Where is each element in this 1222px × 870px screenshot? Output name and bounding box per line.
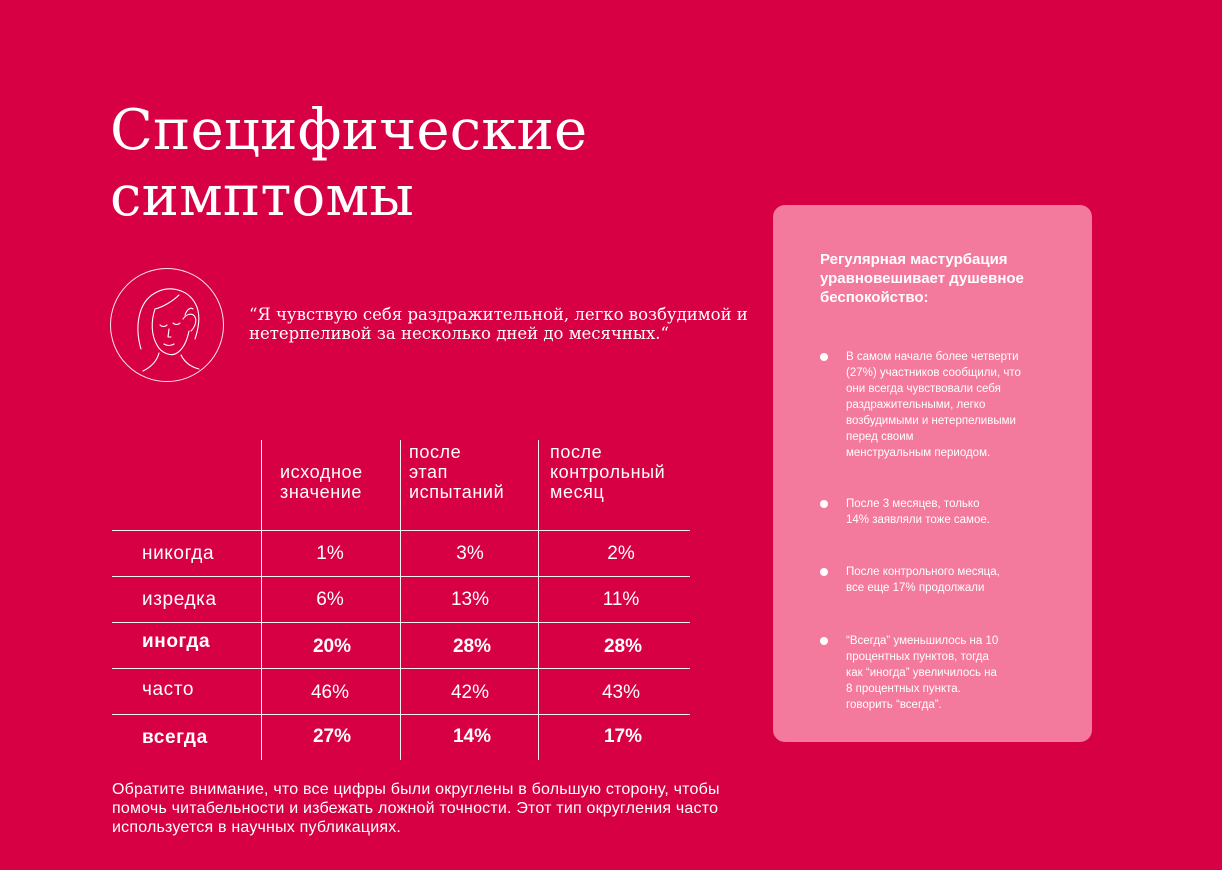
bullet-text: В самом начале более четверти (27%) участников сообщили, что они всегда чувствовали себя раздражительными, легко возбудимыми и нетерпеливыми перед своим менструальным периодом. bbox=[846, 351, 1021, 459]
table-row bbox=[112, 576, 690, 622]
bullet-text: После 3 месяцев, только 14% заявляли тоже самое. bbox=[846, 498, 990, 526]
page-title-line-1: Специфические bbox=[110, 98, 588, 163]
table-row bbox=[112, 622, 690, 668]
column-header: после контрольный месяц bbox=[550, 442, 666, 502]
table-cell: 43% bbox=[601, 682, 641, 703]
row-label: часто bbox=[142, 679, 195, 700]
table-cell: 1% bbox=[316, 543, 344, 564]
table-cell: 13% bbox=[450, 589, 490, 610]
row-label: всегда bbox=[142, 727, 208, 748]
stats-table bbox=[112, 440, 690, 760]
bullet-icon bbox=[820, 568, 828, 576]
table-cell: 28% bbox=[452, 636, 492, 657]
table-cell: 28% bbox=[603, 636, 643, 657]
bullet-text: “Всегда” уменьшилось на 10 процентных пунктов, тогда как “иногда” увеличилось на 8 процентных пункта. говорить “всегда”. bbox=[846, 635, 999, 711]
bullet-icon bbox=[820, 353, 828, 361]
column-header: исходное значение bbox=[280, 462, 363, 502]
table-cell: 27% bbox=[312, 726, 352, 747]
bullet-text: После контрольного месяца, все еще 17% продолжали bbox=[846, 566, 1000, 594]
table-row bbox=[112, 668, 690, 714]
woman-face-icon bbox=[110, 268, 224, 382]
table-header bbox=[112, 440, 690, 530]
footnote: Обратите внимание, что все цифры были округлены в большую сторону, чтобы помочь читабельности и избежать ложной точности. Этот тип округления часто используется в научных публикациях. bbox=[112, 781, 720, 836]
table-cell: 20% bbox=[312, 636, 352, 657]
table-cell: 3% bbox=[456, 543, 484, 564]
table-cell: 46% bbox=[310, 682, 350, 703]
bullet-icon bbox=[820, 637, 828, 645]
quote-text: “Я чувствую себя раздражительной, легко возбудимой и нетерпеливой за несколько дней до месячных.“ bbox=[249, 305, 748, 343]
row-label: иногда bbox=[142, 631, 211, 652]
card-heading: Регулярная мастурбация уравновешивает душевное беспокойство: bbox=[820, 251, 1024, 306]
page-title-line-2: симптомы bbox=[110, 164, 414, 229]
table-row bbox=[112, 530, 690, 576]
table-cell: 42% bbox=[450, 682, 490, 703]
info-card bbox=[773, 205, 1092, 742]
table-cell: 6% bbox=[316, 589, 344, 610]
table-cell: 2% bbox=[607, 543, 635, 564]
bullet-icon bbox=[820, 500, 828, 508]
column-header: после этап испытаний bbox=[409, 442, 505, 502]
row-label: изредка bbox=[142, 589, 217, 610]
table-cell: 14% bbox=[452, 726, 492, 747]
table-cell: 11% bbox=[602, 589, 640, 610]
page-title bbox=[110, 98, 710, 230]
table-row bbox=[112, 714, 690, 760]
row-label: никогда bbox=[142, 543, 215, 564]
table-cell: 17% bbox=[603, 726, 643, 747]
